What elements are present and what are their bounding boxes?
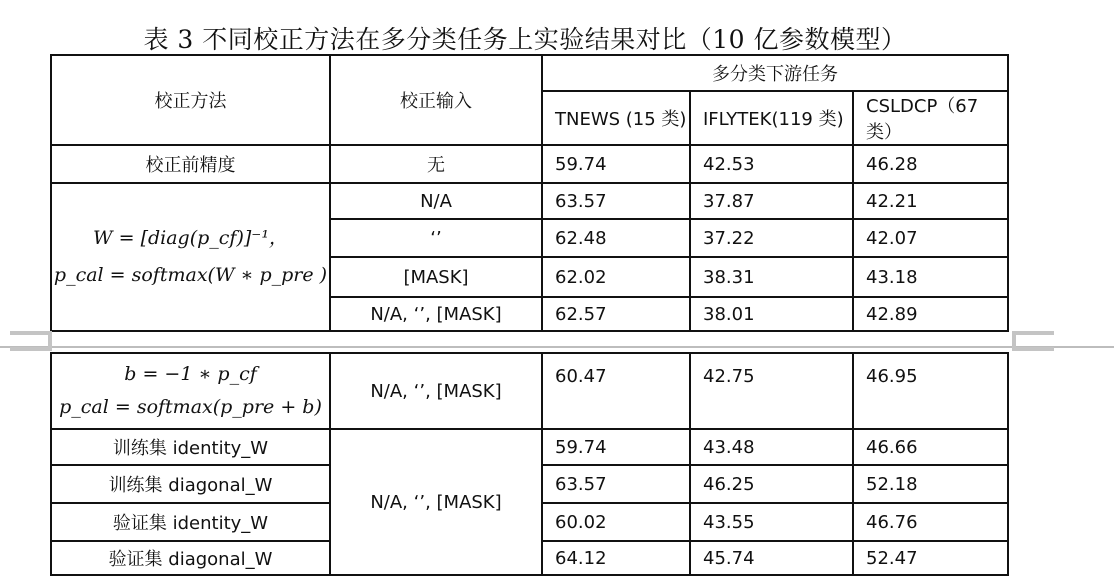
table-title: 表 3 不同校正方法在多分类任务上实验结果对比（10 亿参数模型） bbox=[143, 25, 907, 54]
iflytek-cell: 43.48 bbox=[690, 429, 853, 465]
csldcp-cell: 46.95 bbox=[853, 353, 1008, 429]
csldcp-cell: 52.18 bbox=[853, 465, 1008, 503]
iflytek-cell: 46.25 bbox=[690, 465, 853, 503]
iflytek-cell: 38.01 bbox=[690, 297, 853, 331]
page-break-line bbox=[0, 346, 1114, 348]
tnews-cell: 63.57 bbox=[542, 183, 690, 219]
diag-formula-line1: W = [diag(p_cf)]⁻¹， bbox=[93, 227, 288, 250]
csldcp-cell: 46.66 bbox=[853, 429, 1008, 465]
input-cell: 无 bbox=[330, 145, 542, 183]
page-break-right-marker bbox=[1012, 331, 1054, 351]
tnews-cell: 60.02 bbox=[542, 503, 690, 541]
table-row bbox=[51, 353, 1008, 429]
input-cell: N/A, ‘’, [MASK] bbox=[330, 297, 542, 331]
tnews-cell: 62.57 bbox=[542, 297, 690, 331]
iflytek-cell: 45.74 bbox=[690, 541, 853, 575]
tnews-cell: 63.57 bbox=[542, 465, 690, 503]
csldcp-cell: 52.47 bbox=[853, 541, 1008, 575]
csldcp-cell: 43.18 bbox=[853, 257, 1008, 297]
method-cell: 验证集 identity_W bbox=[51, 503, 330, 541]
iflytek-cell: 42.53 bbox=[690, 145, 853, 183]
table-row bbox=[51, 145, 1008, 183]
csldcp-cell: 42.21 bbox=[853, 183, 1008, 219]
iflytek-cell: 38.31 bbox=[690, 257, 853, 297]
method-cell: 验证集 diagonal_W bbox=[51, 541, 330, 575]
tnews-cell: 59.74 bbox=[542, 145, 690, 183]
diag-formula-line2: p_cal = softmax(W ∗ p_pre ) bbox=[53, 264, 328, 286]
header-method: 校正方法 bbox=[51, 55, 330, 145]
iflytek-cell: 43.55 bbox=[690, 503, 853, 541]
tnews-cell: 62.48 bbox=[542, 219, 690, 257]
input-cell: N/A, ‘’, [MASK] bbox=[330, 353, 542, 429]
method-cell: 训练集 diagonal_W bbox=[51, 465, 330, 503]
header-iflytek: IFLYTEK(119 类) bbox=[690, 91, 853, 145]
header-task-group: 多分类下游任务 bbox=[542, 55, 1008, 91]
tnews-cell: 64.12 bbox=[542, 541, 690, 575]
tnews-cell: 62.02 bbox=[542, 257, 690, 297]
bias-formula-cell bbox=[51, 353, 330, 429]
table-row bbox=[51, 183, 1008, 219]
results-table-upper bbox=[50, 54, 1009, 332]
bias-formula-line2: p_cal = softmax(p_pre + b) bbox=[59, 396, 322, 418]
input-cell: [MASK] bbox=[330, 257, 542, 297]
bias-formula-line1: b = −1 ∗ p_cf bbox=[124, 363, 257, 386]
csldcp-cell: 46.28 bbox=[853, 145, 1008, 183]
csldcp-cell: 42.07 bbox=[853, 219, 1008, 257]
tnews-cell: 59.74 bbox=[542, 429, 690, 465]
iflytek-cell: 37.22 bbox=[690, 219, 853, 257]
header-csldcp: CSLDCP（67 类） bbox=[853, 91, 1008, 145]
results-table-lower bbox=[50, 352, 1009, 576]
csldcp-cell: 42.89 bbox=[853, 297, 1008, 331]
iflytek-cell: 37.87 bbox=[690, 183, 853, 219]
header-input: 校正输入 bbox=[330, 55, 542, 145]
input-cell: N/A bbox=[330, 183, 542, 219]
method-cell: 校正前精度 bbox=[51, 145, 330, 183]
page-break-left-marker bbox=[10, 331, 52, 351]
iflytek-cell: 42.75 bbox=[690, 353, 853, 429]
header-tnews: TNEWS (15 类) bbox=[542, 91, 690, 145]
table-row bbox=[51, 429, 1008, 465]
learned-input-cell: N/A, ‘’, [MASK] bbox=[330, 429, 542, 575]
diag-formula-cell bbox=[51, 183, 330, 331]
csldcp-cell: 46.76 bbox=[853, 503, 1008, 541]
method-cell: 训练集 identity_W bbox=[51, 429, 330, 465]
tnews-cell: 60.47 bbox=[542, 353, 690, 429]
input-cell: ‘’ bbox=[330, 219, 542, 257]
